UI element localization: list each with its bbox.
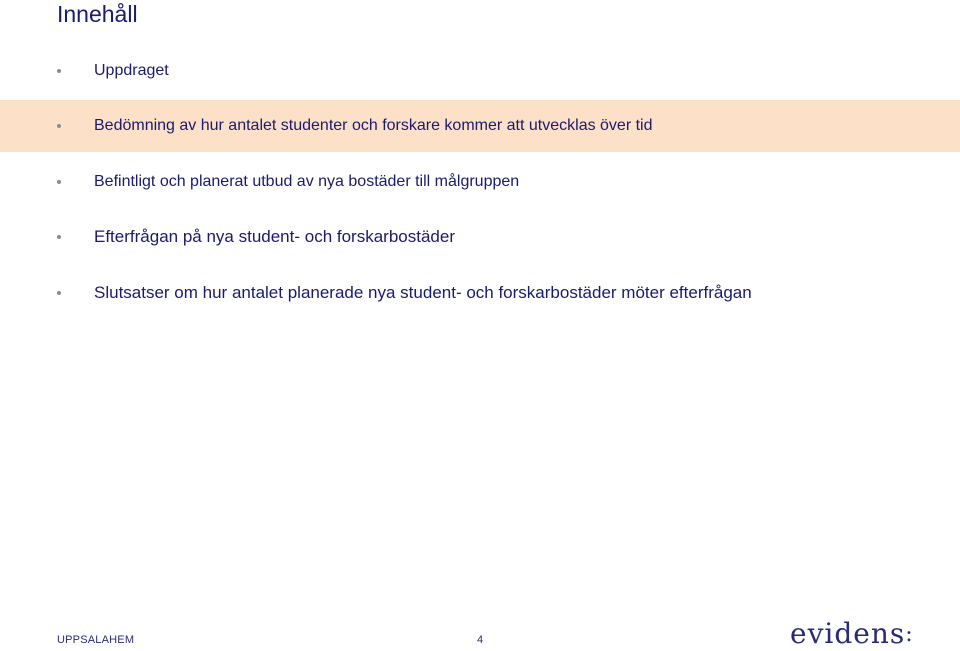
evidens-logo — [790, 617, 914, 651]
footer-page-number: 4 — [477, 634, 484, 646]
contents-item-label: Befintligt och planerat utbud av nya bostäder till målgruppen — [94, 173, 520, 190]
bullet-icon — [57, 69, 61, 73]
contents-item-label: Efterfrågan på nya student- och forskarbostäder — [94, 227, 455, 246]
contents-item-5 — [0, 278, 960, 308]
contents-item-3 — [0, 167, 960, 197]
bullet-icon — [57, 180, 61, 184]
page-title: Innehåll — [57, 1, 138, 27]
contents-item-label: Uppdraget — [94, 62, 169, 79]
contents-item-4 — [0, 222, 960, 252]
contents-item-1 — [0, 56, 960, 86]
contents-item-label: Bedömning av hur antalet studenter och forskare kommer att utvecklas över tid — [94, 117, 653, 134]
bullet-icon — [57, 291, 61, 295]
contents-item-label: Slutsatser om hur antalet planerade nya student- och forskarbostäder möter efterfrågan — [94, 283, 752, 302]
footer-client: UPPSALAHEM — [57, 634, 135, 646]
contents-item-2-highlighted — [0, 100, 960, 152]
logo-mark: : — [905, 622, 914, 647]
bullet-icon — [57, 235, 61, 239]
bullet-icon — [57, 124, 61, 128]
logo-text: evidens — [790, 617, 906, 650]
